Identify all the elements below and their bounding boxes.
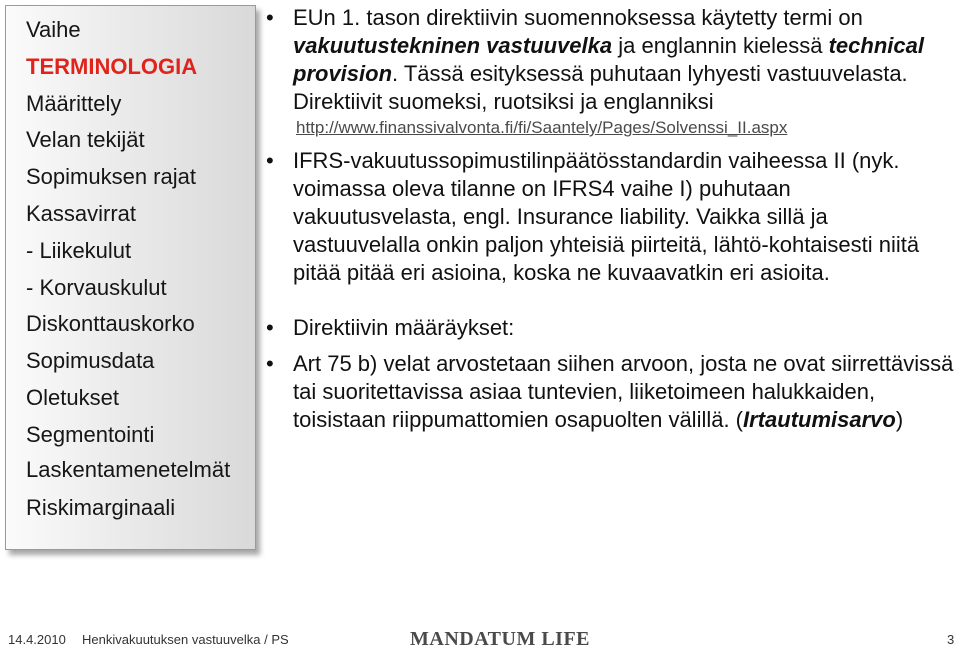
bullet-ifrs [262,147,954,287]
term-technical-provision: technical provision [293,33,924,86]
bullet-text: . Tässä esityksessä puhutaan lyhyesti vastuuvelasta. Direktiivit suomeksi, ruotsiksi ja englanniksi [293,61,908,114]
sidebar-menu [5,5,256,550]
sidebar-item-riskimarginaali[interactable]: Riskimarginaali [26,494,176,520]
bullet-direktiivin-maaraykset [262,314,954,342]
slide-content [262,4,954,434]
term-vakuutustekninen-vastuuvelka: vakuutustekninen vastuuvelka [293,33,613,58]
term-irtautumisarvo: Irtautumisarvo [743,407,896,432]
page-number: 3 [947,632,955,647]
sidebar-item-diskonttauskorko[interactable]: Diskonttauskorko [26,311,195,337]
sidebar-item-liikekulut[interactable]: - Liikekulut [26,237,132,263]
bullet-eu-directive-term [262,4,954,139]
footer-date: 14.4.2010 [8,632,66,647]
sidebar-item-sopimusdata[interactable]: Sopimusdata [26,348,155,374]
sidebar-item-sopimuksen-rajat[interactable]: Sopimuksen rajat [26,164,196,190]
bullet-art-75b [262,350,954,434]
bullet-text: ) [895,407,904,432]
bullet-text: ja englannin kielessä [612,33,829,58]
directive-link[interactable]: http://www.finanssivalvonta.fi/fi/Saantely/Pages/Solvenssi_II.aspx [296,118,788,137]
bullet-text: Direktiivin määräykset: [293,315,515,340]
sidebar-item-kassavirrat[interactable]: Kassavirrat [26,200,137,226]
bullet-text: IFRS-vakuutussopimustilinpäätösstandardin vaiheessa II (nyk. voimassa oleva tilanne on IFRS4 vaihe I) puhutaan vakuutusvelasta, engl. Insurance liability. Vaikka sillä ja vastuuvelalla onkin paljon yhteisiä piirteitä, lähtö-kohtaisesti niitä pitää pitää eri asioina, koska ne kuvaavatkin eri asioita. [293,148,920,285]
sidebar-item-maarittely[interactable]: Määrittely [26,90,122,116]
slide-footer [0,628,960,650]
bullet-text: EUn 1. tason direktiivin suomennoksessa käytetty termi on [293,5,863,30]
brand-logo: MANDATUM LIFE [410,628,591,650]
sidebar-item-oletukset[interactable]: Oletukset [26,384,119,410]
sidebar-item-segmentointi[interactable]: Segmentointi [26,421,155,447]
footer-title: Henkivakuutuksen vastuuvelka / PS [82,632,289,647]
sidebar-item-korvauskulut[interactable]: - Korvauskulut [26,274,167,300]
sidebar-item-terminologia[interactable]: TERMINOLOGIA [26,53,198,79]
sidebar-item-laskentamenetelmat[interactable]: Laskentamenetelmät [26,456,231,482]
sidebar-item-vaihe[interactable]: Vaihe [26,17,81,42]
bullet-text: Art 75 b) velat arvostetaan siihen arvoon, josta ne ovat siirrettävissä tai suoritettavissa asiaa tuntevien, liiketoimeen halukkaiden, toisistaan riippumattomien osapuolten välillä. ( [293,351,954,432]
sidebar-item-velan-tekijat[interactable]: Velan tekijät [26,127,145,153]
